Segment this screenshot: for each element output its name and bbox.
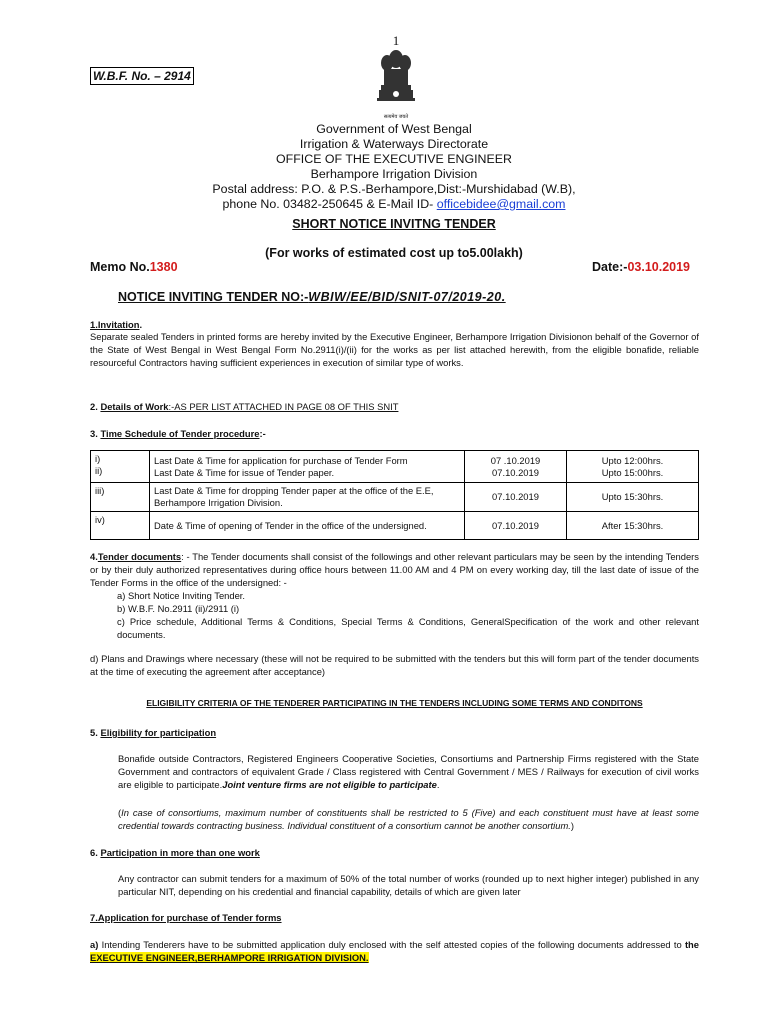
list-item: c) Price schedule, Additional Terms & Conditions, Special Terms & Conditions, GeneralSpecification of the work and other relevant documents. bbox=[117, 616, 699, 640]
office-header bbox=[90, 122, 698, 212]
section-heading: Participation in more than one work bbox=[100, 847, 260, 858]
section-number: 5. bbox=[90, 727, 98, 738]
schedule-time: Upto 15:30hrs. bbox=[567, 483, 699, 512]
schedule-date: 07 .10.2019 07.10.2019 bbox=[465, 451, 567, 483]
item-text: Intending Tenderers have to be submitted application duly enclosed with the self attested copies of the following documents addressed to bbox=[98, 939, 685, 950]
section-heading: 7.Application for purchase of Tender forms bbox=[90, 912, 282, 923]
schedule-event: Last Date & Time for application for purchase of Tender Form Last Date & Time for issue of Tender paper. bbox=[150, 451, 465, 483]
header-line: Postal address: P.O. & P.S.-Berhampore,Dist:-Murshidabad (W.B), bbox=[212, 182, 576, 196]
item-label: a) bbox=[90, 939, 99, 950]
memo-date bbox=[592, 260, 690, 274]
email-link[interactable]: officebidee@gmail.com bbox=[436, 197, 566, 211]
date-label: Date:- bbox=[592, 260, 628, 274]
schedule-event: Date & Time of opening of Tender in the office of the undersigned. bbox=[150, 512, 465, 540]
date-value: 03.10.2019 bbox=[627, 260, 690, 274]
section-time-schedule bbox=[90, 428, 266, 439]
section-body: : - The Tender documents shall consist of the followings and other relevant particulars may be seen by the intending Tenders or by their duly authorized representatives during office hours between 11.00 AM and 4 PM on every working day, till the last date of issue of the Tender Forms in the office of the undersigned: - bbox=[90, 551, 699, 588]
section-invitation: 1.Invitation. Separate sealed Tenders in printed forms are hereby invited by the Executive Engineer, Berhampore Irrigation Divisionon behalf of the Governor of the State of West Bengal in West Bengal Form No.2911(i)/(ii) for the works as per list attached herewith, from the eligible bonafide, reliable resourceful Contractors having sufficient experiences in execution of similar type of works. bbox=[90, 319, 699, 368]
schedule-no: iii) bbox=[91, 483, 150, 512]
schedule-no: iv) bbox=[91, 512, 150, 540]
section-heading: Eligibility for participation bbox=[100, 727, 217, 738]
eligibility-heading: ELIGIBILITY CRITERIA OF THE TENDERER PARTICIPATING IN THE TENDERS INCLUDING SOME TERMS AND CONDITONS bbox=[146, 698, 643, 708]
section-details-of-work bbox=[90, 401, 398, 412]
list-item: d) Plans and Drawings where necessary (these will not be required to be submitted with the tenders but this will form part of the tender documents at the time of executing the agreement after acceptance) bbox=[90, 653, 699, 677]
section-participation-body: Any contractor can submit tenders for a maximum of 50% of the total number of works (rounded up to next higher integer) published in any particular NIT, depending on his credential and financial capability, details of which are given later bbox=[118, 873, 699, 897]
section-heading: Details of Work bbox=[100, 401, 169, 412]
header-phone: phone No. 03482-250645 & E-Mail ID- bbox=[222, 197, 437, 211]
section-text: :-AS PER LIST ATTACHED IN PAGE 08 OF THIS SNIT bbox=[168, 401, 399, 412]
list-item: b) W.B.F. No.2911 (ii)/2911 (i) bbox=[117, 603, 240, 614]
memo-number bbox=[90, 260, 178, 274]
nit-label: NOTICE INVITING TENDER NO:- bbox=[118, 290, 309, 304]
nit-value: WBIW/EE/BID/SNIT-07/2019-20. bbox=[308, 290, 506, 304]
section-number: 4. bbox=[90, 551, 98, 562]
eligibility-bold-text: Joint venture firms are not eligible to participate bbox=[222, 779, 437, 790]
wbf-number-box: W.B.F. No. – 2914 bbox=[90, 67, 194, 85]
schedule-date: 07.10.2019 bbox=[465, 483, 567, 512]
schedule-time: Upto 12:00hrs. Upto 15:00hrs. bbox=[567, 451, 699, 483]
state-emblem-icon bbox=[375, 47, 417, 115]
section-heading: Time Schedule of Tender procedure bbox=[100, 428, 260, 439]
table-row bbox=[91, 483, 699, 512]
section-eligibility-heading bbox=[90, 727, 216, 738]
section-application-body bbox=[90, 938, 699, 964]
table-row bbox=[91, 512, 699, 540]
note-open: ( bbox=[118, 807, 122, 818]
highlighted-addressee: EXECUTIVE ENGINEER,BERHAMPORE IRRIGATION DIVISION. bbox=[90, 952, 369, 963]
eligibility-text-end: . bbox=[436, 779, 440, 790]
section-number: 3. bbox=[90, 428, 98, 439]
table-row bbox=[91, 451, 699, 483]
emblem-motto: सत्यमेव जयते bbox=[383, 114, 409, 120]
schedule-no: i) ii) bbox=[91, 451, 150, 483]
schedule-date: 07.10.2019 bbox=[465, 512, 567, 540]
section-application-heading bbox=[90, 912, 282, 923]
section-number: 6. bbox=[90, 847, 98, 858]
section-participation-heading bbox=[90, 847, 260, 858]
section-heading: 1.Invitation bbox=[90, 319, 140, 330]
note-text: In case of consortiums, maximum number of constituents shall be restricted to 5 (Five) and each constituent must have at least some credential towards contracting business. Individual constituent of a consortium cannot be another consortium. bbox=[118, 807, 699, 831]
header-line: Government of West Bengal bbox=[316, 122, 472, 136]
note-close: ) bbox=[570, 820, 574, 831]
header-line: Irrigation & Waterways Directorate bbox=[299, 137, 489, 151]
document-subtitle: (For works of estimated cost up to5.00lakh) bbox=[265, 246, 523, 260]
eligibility-text: Bonafide outside Contractors, Registered Engineers Cooperative Societies, Consortiums and Partnership Firms registered with the State Government and contractors of equivalent Grade / Class registered with Central Government / MES / Railways for execution of civil works are eligible to participate. bbox=[118, 753, 699, 790]
header-line: Berhampore Irrigation Division bbox=[310, 167, 478, 181]
header-contact-line bbox=[90, 197, 698, 212]
nit-number bbox=[118, 290, 506, 304]
page-number: 1 bbox=[392, 33, 400, 48]
document-title: SHORT NOTICE INVITNG TENDER bbox=[292, 217, 496, 231]
memo-value: 1380 bbox=[149, 260, 178, 274]
schedule-table bbox=[90, 450, 699, 540]
schedule-time: After 15:30hrs. bbox=[567, 512, 699, 540]
section-body: Separate sealed Tenders in printed forms are hereby invited by the Executive Engineer, Berhampore Irrigation Divisionon behalf of the Governor of the State of West Bengal in West Bengal Form No.2911(i)/(ii) for the works as per list attached herewith, from the eligible bonafide, reliable resourceful Contractors having sufficient experiences in execution of similar type of works. bbox=[90, 331, 699, 368]
memo-label: Memo No. bbox=[90, 260, 150, 274]
list-item: a) Short Notice Inviting Tender. bbox=[117, 590, 246, 601]
section-tender-documents bbox=[90, 550, 699, 678]
section-number: 2. bbox=[90, 401, 98, 412]
item-to: the bbox=[684, 939, 699, 950]
consortium-note bbox=[118, 806, 699, 832]
section-eligibility-body bbox=[118, 752, 699, 791]
schedule-event: Last Date & Time for dropping Tender paper at the office of the E.E, Berhampore Irrigation Division. bbox=[150, 483, 465, 512]
section-suffix: :- bbox=[259, 428, 266, 439]
section-heading: Tender documents bbox=[97, 551, 182, 562]
header-line: OFFICE OF THE EXECUTIVE ENGINEER bbox=[276, 152, 512, 166]
